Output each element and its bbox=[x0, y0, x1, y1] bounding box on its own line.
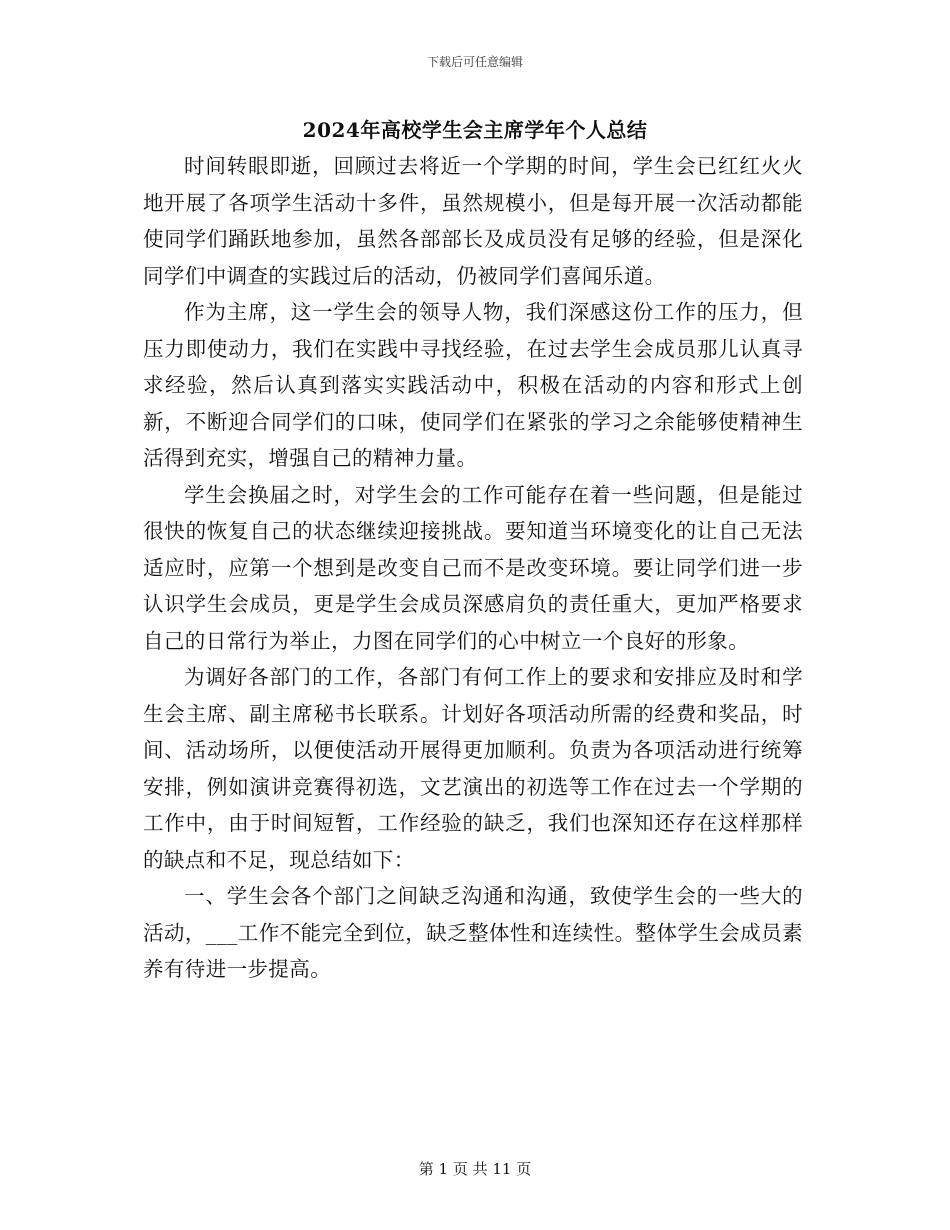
document-title: 2024年高校学生会主席学年个人总结 bbox=[302, 118, 648, 142]
paragraph-2: 作为主席，这一学生会的领导人物，我们深感这份工作的压力，但压力即使动力，我们在实践中寻找经验，在过去学生会成员那儿认真寻求经验，然后认真到落实实践活动中，积极在活动的内容和形式上创新，不断迎合同学们的口味，使同学们在紧张的学习之余能够使精神生活得到充实，增强自己的精神力量。 bbox=[143, 300, 803, 470]
page-number: 第 1 页 共 11 页 bbox=[418, 1160, 532, 1178]
paragraph-3: 学生会换届之时，对学生会的工作可能存在着一些问题，但是能过很快的恢复自己的状态继续迎接挑战。要知道当环境变化的让自己无法适应时，应第一个想到是改变自己而不是改变环境。要让同学们进一步认识学生会成员，更是学生会成员深感肩负的责任重大，更加严格要求自己的日常行为举止，力图在同学们的心中树立一个良好的形象。 bbox=[143, 482, 803, 653]
paragraph-5: 一、学生会各个部门之间缺乏沟通和沟通，致使学生会的一些大的活动，___工作不能完全到位，缺乏整体性和连续性。整体学生会成员素养有待进一步提高。 bbox=[143, 884, 803, 981]
document-body bbox=[143, 148, 803, 988]
paragraph-1: 时间转眼即逝，回顾过去将近一个学期的时间，学生会已红红火火地开展了各项学生活动十多件，虽然规模小，但是每开展一次活动都能使同学们踊跃地参加，虽然各部部长及成员没有足够的经验，但是深化同学们中调查的实践过后的活动，仍被同学们喜闻乐道。 bbox=[143, 154, 803, 288]
header-note: 下载后可任意编辑 bbox=[426, 55, 523, 69]
paragraph-4: 为调好各部门的工作，各部门有何工作上的要求和安排应及时和学生会主席、副主席秘书长联系。计划好各项活动所需的经费和奖品，时间、活动场所，以便使活动开展得更加顺利。负责为各项活动进行统筹安排，例如演讲竞赛得初选，文艺演出的初选等工作在过去一个学期的工作中，由于时间短暂，工作经验的缺乏，我们也深知还存在这样那样的缺点和不足，现总结如下： bbox=[143, 665, 803, 872]
